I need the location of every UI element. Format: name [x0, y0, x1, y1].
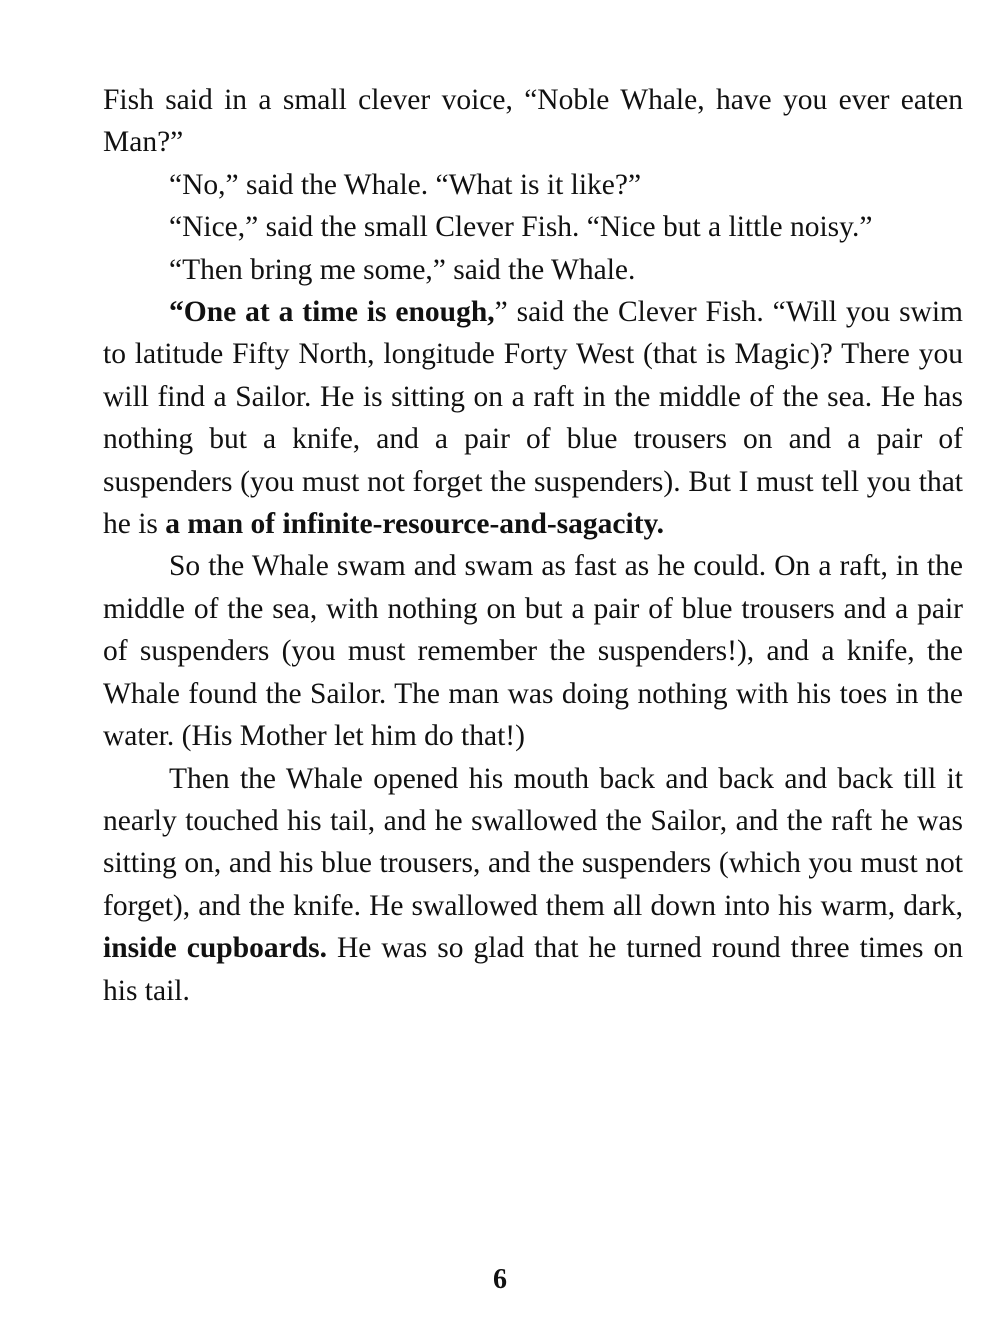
paragraph-4	[103, 249, 963, 291]
text-segment: “Then bring me some,” said the Whale.	[169, 253, 636, 286]
text-segment: “No,” said the Whale. “What is it like?”	[169, 168, 642, 201]
bold-phrase: “One at a time is enough,	[169, 296, 495, 329]
body-text	[103, 79, 963, 1012]
text-segment: So the Whale swam and swam as fast as he could. On a raft, in the middle of the sea, with nothing on but a pair of blue trousers and a pair of suspenders (you must remember the suspenders!), and a knife, the Whale found the Sailor. The man was doing nothing with his toes in the water. (His Mother let him do that!)	[103, 550, 963, 753]
paragraph-6	[103, 545, 963, 757]
text-segment: ” said the Clever Fish. “Will you swim to latitude Fifty North, longitude Forty West (that is Magic)? There you will find a Sailor. He is sitting on a raft in the middle of the sea. He has nothing but a knife, and a pair of blue trousers on and a pair of suspenders (you must not forget the suspenders). But I must tell you that he is	[103, 296, 964, 541]
text-segment: He was so glad that he turned round three times on his tail.	[103, 932, 963, 1007]
paragraph-7	[103, 758, 963, 1012]
text-segment: Then the Whale opened his mouth back and back and back till it nearly touched his tail, and he swallowed the Sailor, and the raft he was sitting on, and his blue trousers, and the suspenders (which you must not forget), and the knife. He swallowed them all down into his warm, dark,	[103, 762, 963, 922]
paragraph-3	[103, 206, 963, 248]
page-number: 6	[493, 1264, 507, 1295]
paragraph-1	[103, 79, 963, 164]
bold-phrase: a man of infinite-resource-and-sagacity.	[165, 508, 665, 541]
paragraph-2	[103, 164, 963, 206]
text-segment: Fish said in a small clever voice, “Noble Whale, have you ever eaten Man?”	[103, 84, 963, 159]
text-segment: “Nice,” said the small Clever Fish. “Nice but a little noisy.”	[169, 211, 873, 244]
paragraph-5	[103, 291, 963, 545]
bold-phrase: inside cupboards.	[103, 932, 327, 965]
